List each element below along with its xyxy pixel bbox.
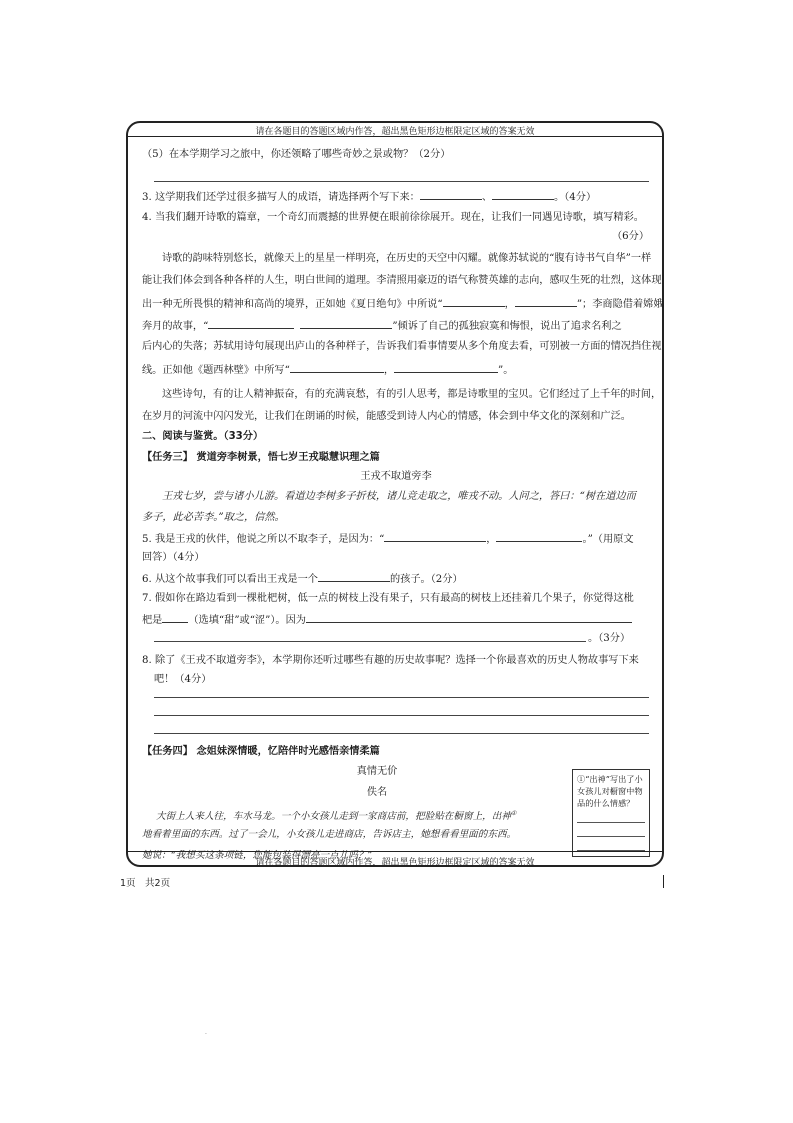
answer-blank[interactable] xyxy=(394,362,498,373)
bottom-divider xyxy=(128,851,662,852)
answer-line[interactable] xyxy=(154,641,586,642)
text: 的孩子。（2分） xyxy=(389,574,463,585)
margin-mark xyxy=(663,875,664,888)
answer-line[interactable] xyxy=(577,825,645,837)
text: ”倾诉了自己的孤独寂寞和悔恨，说出了追求名利之 xyxy=(392,321,622,332)
top-warning-banner: 请在各题目的答题区域内作答，超出黑色矩形边框限定区域的答案无效 xyxy=(255,127,535,137)
bottom-warning-banner: 请在各题目的答题区域内作答，超出黑色矩形边框限定区域的答案无效 xyxy=(255,858,535,868)
task-3-title: 【任务三】 赏道旁李树景，悟七岁王戎聪慧识理之篇 xyxy=(142,452,380,463)
text: 。”（用原文 xyxy=(582,534,634,545)
question-4: 4. 当我们翻开诗歌的篇章，一个奇幻而震撼的世界便在眼前徐徐展开。现在，让我们一同遇见诗歌，填写精彩。 xyxy=(142,212,644,223)
poem-paragraph-line: 这些诗句，有的让人精神振奋，有的充满哀愁，有的引人思考，都是诗歌里的宝贝。它们经过了上千年的时间， xyxy=(162,389,662,400)
story-text-line: 地看着里面的东西。过了一会儿，小女孩儿走进商店，告诉店主，她想看看里面的东西。 xyxy=(142,829,517,840)
answer-blank[interactable] xyxy=(300,318,392,329)
question-3 xyxy=(142,189,596,204)
text: 杷是 xyxy=(142,615,163,626)
story-text-line: 多子，此必苦李。”取之，信然。 xyxy=(142,512,285,523)
top-divider xyxy=(128,136,662,137)
question-7-cont xyxy=(142,612,632,627)
question-6 xyxy=(142,571,463,586)
answer-line[interactable] xyxy=(154,697,649,698)
poem-paragraph-line: 后内心的失落；苏轼用诗句展现出庐山的各种样子，告诉我们看事情要从多个角度去看，可别被一方面的情况挡住视 xyxy=(142,341,662,352)
question-3-text: 3. 这学期我们还学过很多描写人的成语，请选择两个写下来： xyxy=(142,192,420,203)
poem-paragraph-line xyxy=(142,362,513,377)
text: 6. 从这个故事我们可以看出王戎是一个 xyxy=(142,574,318,585)
answer-sheet-frame xyxy=(126,121,664,867)
poem-paragraph-line: 在岁月的河流中闪闪发光，让我们在朗诵的时候，能感受到诗人内心的情感，体会到中华文化的深刻和广泛。 xyxy=(142,411,631,422)
question-part-5: （5）在本学期学习之旅中，你还领略了哪些奇妙之景或物？（2分） xyxy=(142,149,451,160)
question-7: 7. 假如你在路边看到一棵枇杷树，低一点的树枝上没有果子，只有最高的树枝上还挂着几个果子，你觉得这枇 xyxy=(142,593,634,604)
story-text-line: 王戎七岁，尝与诸小儿游。看道边李树多子折枝，诸儿竞走取之，唯戎不动。人问之，答曰：“树在道边而 xyxy=(162,491,636,502)
text: （选填“甜”或“涩”）。因为 xyxy=(188,615,306,626)
question-4-score: （6分） xyxy=(612,231,650,242)
answer-line[interactable] xyxy=(154,733,649,734)
answer-blank[interactable] xyxy=(492,189,554,200)
answer-blank[interactable] xyxy=(162,612,188,623)
separator: 、 xyxy=(481,192,493,203)
question-7-score: 。（3分） xyxy=(588,633,631,644)
annotation-question: ①“出神”写出了小女孩儿对橱窗中物品的什么情感？ xyxy=(577,774,643,808)
text: 5. 我是王戎的伙伴，他说之所以不取李子，是因为：“ xyxy=(142,534,385,545)
text: 出一种无所畏惧的精神和高尚的境界，正如她《夏日绝句》中所说“ xyxy=(142,299,443,310)
question-8: 8. 除了《王戎不取道旁李》，本学期你还听过哪些有趣的历史故事呢？选择一个你最喜欢的历史人物故事写下来 xyxy=(142,655,639,666)
footnote-marker: ① xyxy=(510,810,517,817)
answer-blank[interactable] xyxy=(515,296,577,307)
answer-line[interactable] xyxy=(154,715,649,716)
poem-paragraph-line: 诗歌的韵味特别悠长，就像天上的星星一样明亮，在历史的天空中闪耀。就像苏轼说的“腹有诗书气自华”一样 xyxy=(162,253,652,264)
answer-line[interactable] xyxy=(577,811,645,823)
answer-blank[interactable] xyxy=(496,531,582,542)
question-5 xyxy=(142,531,634,546)
poem-paragraph-line xyxy=(142,296,664,311)
answer-blank[interactable] xyxy=(443,296,505,307)
text: 线。正如他《题西林壁》中所写“ xyxy=(142,365,290,376)
text: ， xyxy=(486,534,497,545)
answer-blank[interactable] xyxy=(420,189,482,200)
poem-paragraph-line: 能让我们体会到各种各样的人生，明白世间的道理。李清照用豪迈的语气称赞英雄的志向，感叹生死的壮烈，这体现 xyxy=(142,275,662,286)
annotation-box xyxy=(572,769,650,857)
section-heading: 二、阅读与鉴赏。（33分） xyxy=(142,431,264,442)
text: ”；李商隐借着嫦娥 xyxy=(576,299,664,310)
text: 奔月的故事，“ xyxy=(142,321,209,332)
story-title: 真情无价 xyxy=(356,766,398,777)
text: ， xyxy=(383,365,395,376)
answer-line[interactable] xyxy=(154,181,649,182)
text: ， xyxy=(504,299,515,310)
story-title: 王戎不取道旁李 xyxy=(360,471,432,482)
answer-blank[interactable] xyxy=(318,571,390,582)
scan-speck: . xyxy=(205,1029,207,1036)
answer-blank[interactable] xyxy=(384,531,486,542)
text: 大街上人来人往，车水马龙。一个小女孩儿走到一家商店前，把脸贴在橱窗上，出神 xyxy=(156,811,511,823)
question-8-cont: 吧！（4分） xyxy=(154,674,212,685)
answer-blank[interactable] xyxy=(306,612,632,623)
question-5-cont: 回答）（4分） xyxy=(142,552,205,563)
page-number: 1页 共2页 xyxy=(120,878,171,889)
story-author: 佚名 xyxy=(366,787,388,798)
question-3-score: 。（4分） xyxy=(554,192,597,203)
story-text-line xyxy=(156,807,516,823)
task-4-title: 【任务四】 念姐妹深情暖，忆陪伴时光感悟亲情柔篇 xyxy=(142,746,380,757)
answer-blank[interactable] xyxy=(208,318,294,329)
story-text-line: 她说：“我想买这条项链，您能包装得漂亮一点儿吗？” xyxy=(142,850,373,861)
answer-blank[interactable] xyxy=(290,362,384,373)
text: ”。 xyxy=(498,365,514,376)
poem-paragraph-line xyxy=(142,318,622,333)
answer-line[interactable] xyxy=(577,839,645,851)
